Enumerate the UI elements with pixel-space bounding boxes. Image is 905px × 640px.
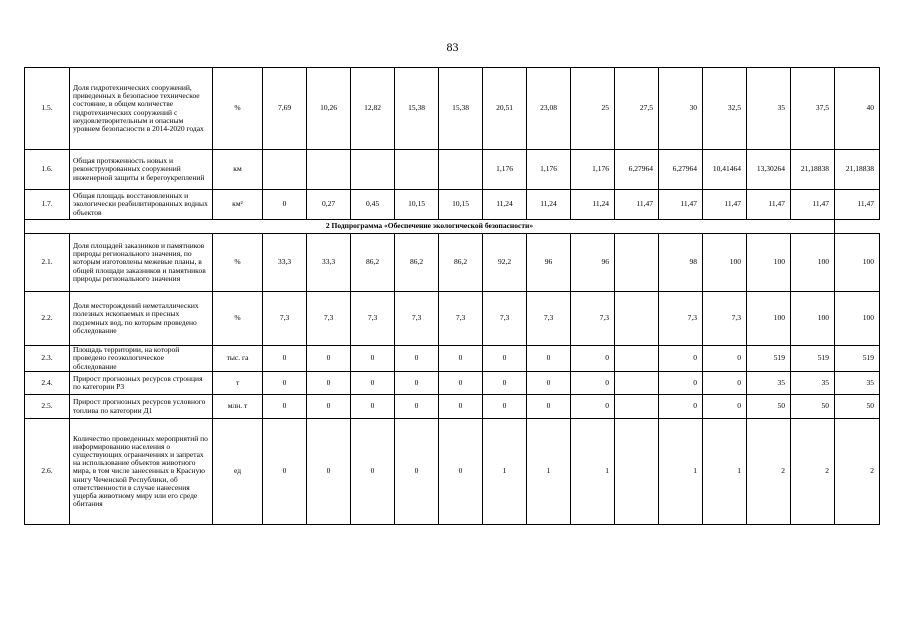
row-number: 2.3. [25,346,70,372]
value-cell: 0 [395,395,439,419]
value-cell: 1,176 [527,150,571,190]
value-cell [307,150,351,190]
value-cell: 15,38 [395,68,439,150]
row-number: 1.5. [25,68,70,150]
value-cell: 100 [791,234,835,292]
value-cell: 50 [747,395,791,419]
value-cell: 7,3 [659,292,703,346]
unit-cell: т [213,372,263,395]
value-cell [351,150,395,190]
value-cell: 11,24 [571,190,615,220]
indicator-name: Прирост прогнозных ресурсов условного топлива по категории Д1 [70,395,213,419]
value-cell [615,292,659,346]
table-row [25,419,880,525]
value-cell: 0 [351,395,395,419]
value-cell: 21,18838 [791,150,835,190]
value-cell: 100 [703,234,747,292]
value-cell: 6,27964 [659,150,703,190]
unit-cell: км [213,150,263,190]
value-cell: 1 [659,419,703,525]
row-number: 1.7. [25,190,70,220]
unit-cell: тыс. га [213,346,263,372]
value-cell: 35 [835,372,880,395]
value-cell: 0 [263,346,307,372]
value-cell: 0 [395,419,439,525]
value-cell: 100 [835,234,880,292]
indicator-name: Доля месторождений неметаллических полезных ископаемых и пресных подземных вод, по которым проведено обследование [70,292,213,346]
value-cell: 0 [483,395,527,419]
value-cell: 0 [703,395,747,419]
value-cell: 7,3 [395,292,439,346]
value-cell: 11,47 [659,190,703,220]
value-cell: 7,3 [263,292,307,346]
value-cell: 0 [571,346,615,372]
unit-cell: % [213,68,263,150]
indicator-name: Общая протяженность новых и реконструированных сооружений инженерной защиты и берегоукреплений [70,150,213,190]
value-cell: 0 [307,419,351,525]
value-cell: 0 [571,372,615,395]
indicator-name: Общая площадь восстановленных и экологически реабилитированных водных объектов [70,190,213,220]
indicator-name: Доля площадей заказников и памятников природы регионального значения, по которым изготовлены межевые планы, в общей площади заказников и памятников природы регионального значения [70,234,213,292]
value-cell: 11,47 [791,190,835,220]
value-cell: 100 [747,234,791,292]
unit-cell: млн. т [213,395,263,419]
table-row [25,292,880,346]
value-cell: 7,3 [483,292,527,346]
value-cell: 1 [571,419,615,525]
value-cell: 98 [659,234,703,292]
unit-cell: % [213,234,263,292]
value-cell: 32,5 [703,68,747,150]
value-cell: 1,176 [483,150,527,190]
value-cell: 0 [527,372,571,395]
value-cell: 100 [835,292,880,346]
indicator-name: Доля гидротехнических сооружений, приведенных в безопасное техническое состояние, в общем количестве гидротехнических сооружений с неудовлетворительным и опасным уровнем безопасности в 2014-2020 годах [70,68,213,150]
row-number: 2.2. [25,292,70,346]
value-cell: 1 [703,419,747,525]
value-cell: 86,2 [351,234,395,292]
value-cell: 10,15 [439,190,483,220]
unit-cell: % [213,292,263,346]
table-row [25,190,880,220]
value-cell: 0,45 [351,190,395,220]
value-cell: 10,15 [395,190,439,220]
value-cell: 15,38 [439,68,483,150]
value-cell: 33,3 [307,234,351,292]
row-number: 2.5. [25,395,70,419]
value-cell: 7,3 [439,292,483,346]
indicator-name: Количество проведенных мероприятий по информированию населения о существующих ограничениях и запретах на использование объектов животного мира, в том числе занесенных в Красную книгу Чеченской Республики, об ответственности в случае нанесения ущерба животному миру или его среде обитания [70,419,213,525]
row-number: 2.6. [25,419,70,525]
value-cell: 11,47 [747,190,791,220]
value-cell [395,150,439,190]
value-cell: 40 [835,68,880,150]
value-cell: 0 [263,395,307,419]
value-cell: 30 [659,68,703,150]
value-cell: 0 [351,346,395,372]
value-cell: 11,47 [835,190,880,220]
value-cell: 1 [527,419,571,525]
value-cell: 0 [703,372,747,395]
value-cell: 0,27 [307,190,351,220]
unit-cell: ед [213,419,263,525]
value-cell: 21,18838 [835,150,880,190]
table-row [25,68,880,150]
value-cell: 0 [527,395,571,419]
value-cell: 92,2 [483,234,527,292]
section-row [25,220,880,234]
value-cell: 20,51 [483,68,527,150]
value-cell: 0 [527,346,571,372]
row-number: 1.6. [25,150,70,190]
value-cell: 0 [439,372,483,395]
value-cell: 11,24 [483,190,527,220]
value-cell: 11,47 [703,190,747,220]
value-cell: 0 [263,190,307,220]
value-cell: 1,176 [571,150,615,190]
value-cell: 50 [791,395,835,419]
value-cell: 2 [791,419,835,525]
section-title: 2 Подпрограмма «Обеспечение экологической безопасности» [25,220,835,234]
value-cell: 12,82 [351,68,395,150]
value-cell: 519 [791,346,835,372]
value-cell: 519 [835,346,880,372]
value-cell: 0 [659,346,703,372]
value-cell: 0 [395,372,439,395]
value-cell: 37,5 [791,68,835,150]
value-cell: 1 [483,419,527,525]
value-cell: 86,2 [439,234,483,292]
value-cell: 27,5 [615,68,659,150]
value-cell: 0 [659,372,703,395]
value-cell [615,419,659,525]
value-cell: 35 [747,68,791,150]
value-cell [615,395,659,419]
value-cell: 519 [747,346,791,372]
value-cell [615,234,659,292]
value-cell: 35 [791,372,835,395]
value-cell: 50 [835,395,880,419]
value-cell: 7,3 [703,292,747,346]
row-number: 2.4. [25,372,70,395]
indicator-name: Площадь территории, на которой проведено геоэкологическое обследование [70,346,213,372]
value-cell: 0 [307,372,351,395]
value-cell [263,150,307,190]
table-row [25,372,880,395]
table-row [25,234,880,292]
value-cell: 7,3 [527,292,571,346]
value-cell: 0 [307,346,351,372]
value-cell: 0 [395,346,439,372]
value-cell: 7,3 [307,292,351,346]
value-cell: 6,27964 [615,150,659,190]
value-cell: 0 [483,346,527,372]
value-cell: 7,3 [351,292,395,346]
value-cell: 10,41464 [703,150,747,190]
value-cell: 13,30264 [747,150,791,190]
value-cell: 0 [351,419,395,525]
value-cell: 0 [263,372,307,395]
value-cell: 0 [439,395,483,419]
table-body-subprogram-1 [25,68,880,220]
value-cell: 35 [747,372,791,395]
value-cell [615,346,659,372]
value-cell: 11,47 [615,190,659,220]
value-cell: 96 [571,234,615,292]
page-number: 83 [446,40,459,54]
value-cell: 100 [747,292,791,346]
row-number: 2.1. [25,234,70,292]
unit-cell: км² [213,190,263,220]
table-row [25,395,880,419]
value-cell: 0 [263,419,307,525]
indicators-table [24,67,880,525]
value-cell: 0 [703,346,747,372]
value-cell: 23,08 [527,68,571,150]
value-cell: 0 [307,395,351,419]
indicator-name: Прирост прогнозных ресурсов стронция по категории Р3 [70,372,213,395]
value-cell: 7,69 [263,68,307,150]
value-cell: 0 [659,395,703,419]
value-cell: 33,3 [263,234,307,292]
value-cell: 100 [791,292,835,346]
value-cell: 96 [527,234,571,292]
value-cell: 11,24 [527,190,571,220]
value-cell: 2 [747,419,791,525]
value-cell: 0 [439,346,483,372]
value-cell [615,372,659,395]
value-cell: 10,26 [307,68,351,150]
value-cell: 2 [835,419,880,525]
table-row [25,346,880,372]
value-cell: 0 [351,372,395,395]
value-cell: 86,2 [395,234,439,292]
value-cell: 0 [439,419,483,525]
value-cell: 25 [571,68,615,150]
table-body-subprogram-2 [25,234,880,525]
value-cell: 0 [571,395,615,419]
value-cell: 7,3 [571,292,615,346]
table-row [25,150,880,190]
value-cell [439,150,483,190]
value-cell: 0 [483,372,527,395]
